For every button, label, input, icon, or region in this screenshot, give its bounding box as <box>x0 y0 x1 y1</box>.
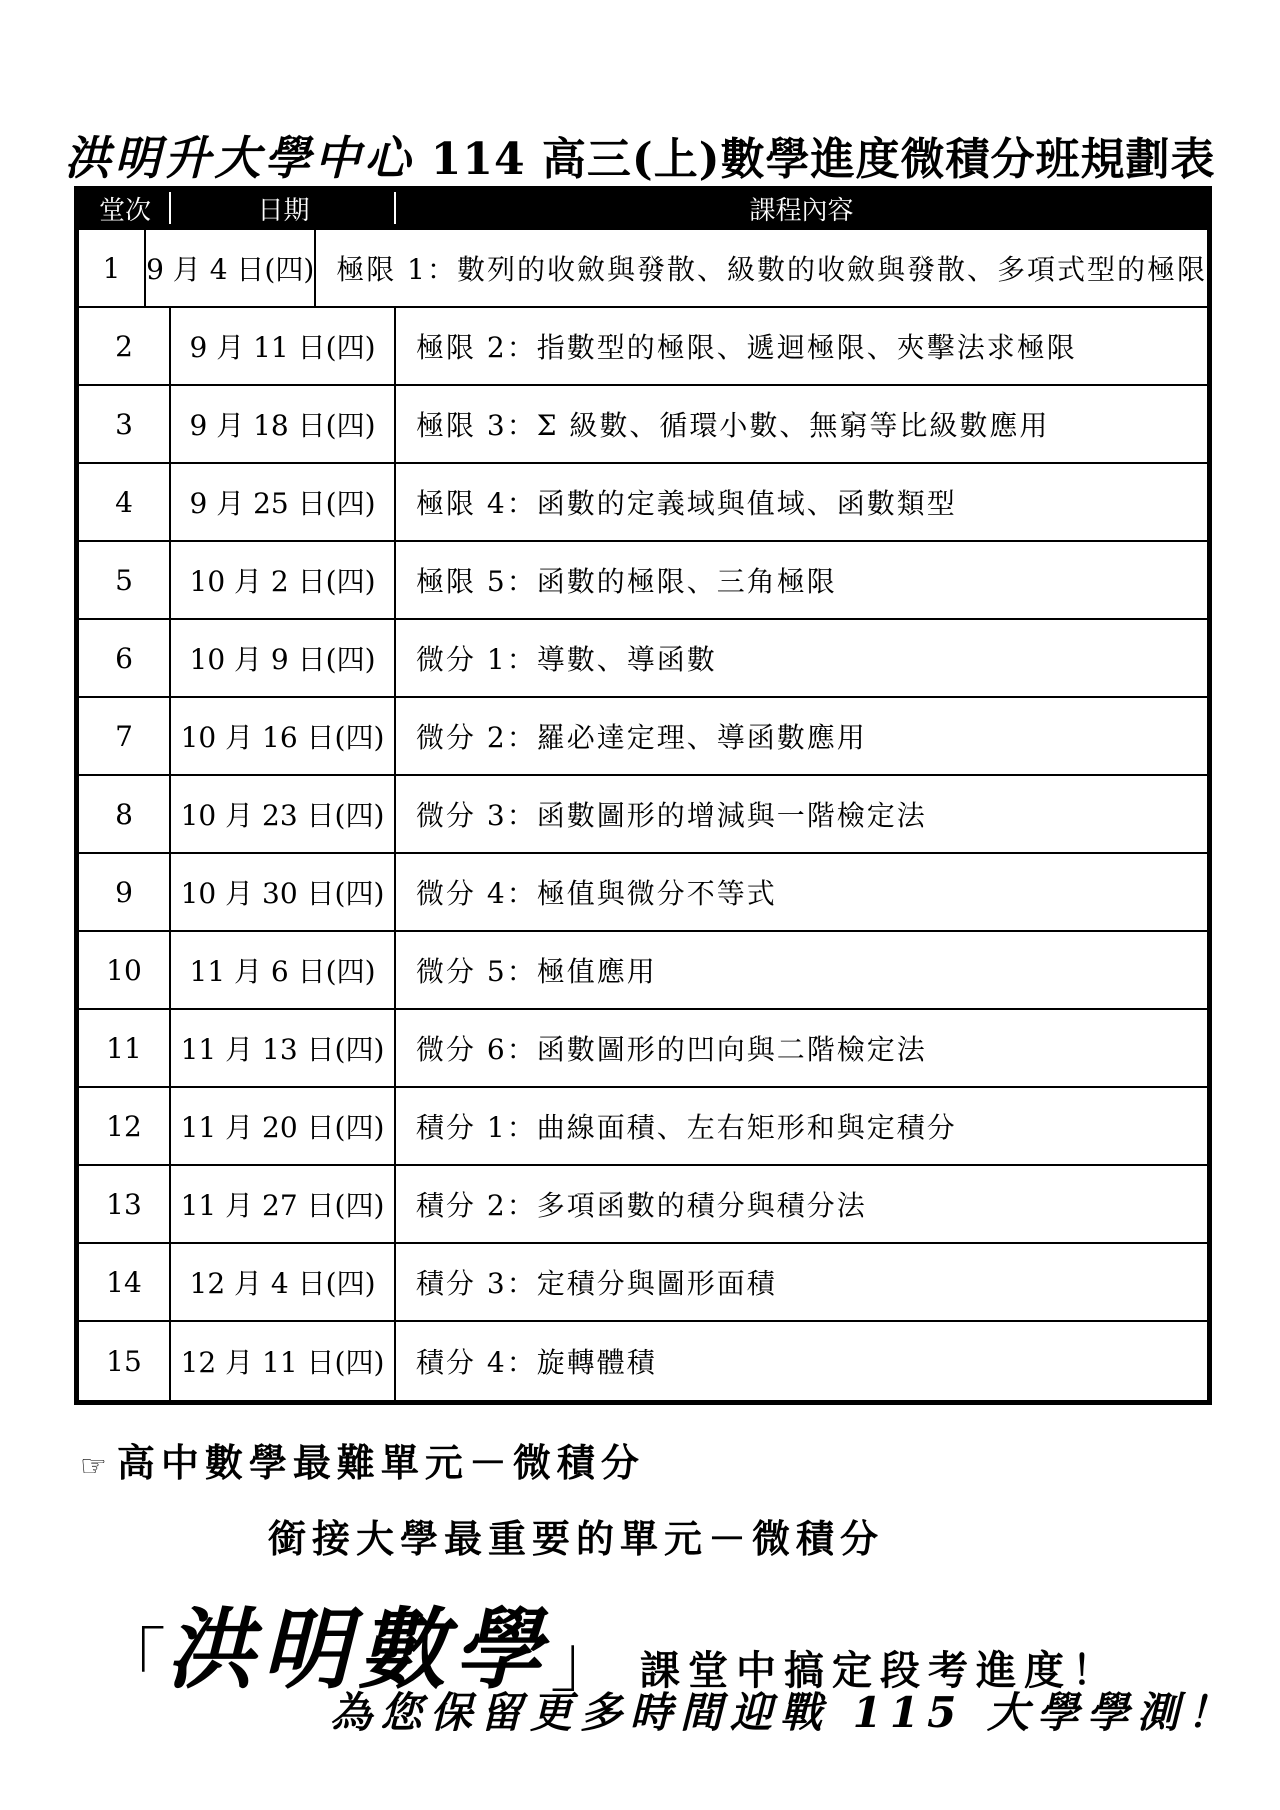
row-date: 11 月 13 日(四) <box>171 1010 396 1086</box>
row-date: 11 月 27 日(四) <box>171 1166 396 1242</box>
row-date: 10 月 23 日(四) <box>171 776 396 852</box>
row-content: 微分 2：羅必達定理、導函數應用 <box>416 721 867 754</box>
row-session: 9 <box>79 854 171 930</box>
pointing-hand-icon: ☞ <box>80 1449 107 1484</box>
table-row <box>79 1244 1207 1322</box>
row-session: 4 <box>79 464 171 540</box>
table-row <box>79 1010 1207 1088</box>
row-content: 極限 3：Σ 級數、循環小數、無窮等比級數應用 <box>416 409 1050 442</box>
row-session: 1 <box>79 230 146 306</box>
table-row <box>79 620 1207 698</box>
row-content: 微分 1：導數、導函數 <box>416 643 717 676</box>
row-content: 微分 3：函數圖形的增減與一階檢定法 <box>416 799 927 832</box>
row-content: 積分 3：定積分與圖形面積 <box>416 1267 777 1300</box>
brand-slogan: 洪明數學 <box>166 1597 551 1701</box>
row-session: 13 <box>79 1166 171 1242</box>
row-date: 12 月 4 日(四) <box>171 1244 396 1320</box>
row-session: 15 <box>79 1322 171 1400</box>
row-content: 微分 5：極值應用 <box>416 955 657 988</box>
row-date: 9 月 25 日(四) <box>171 464 396 540</box>
table-body <box>79 230 1207 1400</box>
header-date: 日期 <box>171 186 396 230</box>
table-row <box>79 464 1207 542</box>
table-row <box>79 542 1207 620</box>
header-content: 課程內容 <box>749 195 854 226</box>
row-content: 極限 4：函數的定義域與值域、函數類型 <box>416 487 957 520</box>
row-session: 3 <box>79 386 171 462</box>
row-session: 11 <box>79 1010 171 1086</box>
row-session: 14 <box>79 1244 171 1320</box>
row-date: 11 月 6 日(四) <box>171 932 396 1008</box>
table-row <box>79 1322 1207 1400</box>
table-row <box>79 854 1207 932</box>
row-content: 微分 4：極值與微分不等式 <box>416 877 777 910</box>
row-content: 微分 6：函數圖形的凹向與二階檢定法 <box>416 1033 927 1066</box>
table-header <box>79 186 1207 230</box>
row-content: 積分 2：多項函數的積分與積分法 <box>416 1189 867 1222</box>
row-session: 2 <box>79 308 171 384</box>
title-text: 114 高三(上)數學進度微積分班規劃表 <box>430 134 1216 185</box>
row-date: 10 月 2 日(四) <box>171 542 396 618</box>
row-content: 極限 1：數列的收斂與發散、級數的收斂與發散、多項式型的極限 <box>336 253 1207 286</box>
row-date: 11 月 20 日(四) <box>171 1088 396 1164</box>
note-line-2: 銜接大學最重要的單元－微積分 <box>268 1516 885 1561</box>
row-content: 積分 4：旋轉體積 <box>416 1346 657 1379</box>
row-date: 10 月 9 日(四) <box>171 620 396 696</box>
table-row <box>79 230 1207 308</box>
table-row <box>79 776 1207 854</box>
row-session: 12 <box>79 1088 171 1164</box>
row-date: 10 月 16 日(四) <box>171 698 396 774</box>
brand-name: 洪明升大學中心 <box>64 131 415 185</box>
row-date: 9 月 11 日(四) <box>171 308 396 384</box>
open-bracket: 「 <box>96 1620 166 1702</box>
schedule-table <box>74 186 1212 1405</box>
table-row <box>79 698 1207 776</box>
close-bracket: 」 <box>550 1620 621 1702</box>
row-content: 極限 2：指數型的極限、遞迴極限、夾擊法求極限 <box>416 331 1077 364</box>
table-row <box>79 1166 1207 1244</box>
row-date: 9 月 18 日(四) <box>171 386 396 462</box>
row-session: 8 <box>79 776 171 852</box>
row-session: 7 <box>79 698 171 774</box>
row-session: 6 <box>79 620 171 696</box>
row-session: 10 <box>79 932 171 1008</box>
row-session: 5 <box>79 542 171 618</box>
table-row <box>79 308 1207 386</box>
note-line-1 <box>80 1432 645 1487</box>
table-row <box>79 1088 1207 1166</box>
header-session: 堂次 <box>79 186 171 230</box>
row-content: 極限 5：函數的極限、三角極限 <box>416 565 837 598</box>
page-title <box>0 122 1280 188</box>
table-row <box>79 386 1207 464</box>
row-content: 積分 1：曲線面積、左右矩形和與定積分 <box>416 1111 957 1144</box>
note-line-4: 為您保留更多時間迎戰 115 大學學測！ <box>330 1688 1237 1737</box>
note-line-3-text: 課堂中搞定段考進度！ <box>640 1647 1121 1694</box>
table-row <box>79 932 1207 1010</box>
row-date: 9 月 4 日(四) <box>146 230 316 306</box>
row-date: 12 月 11 日(四) <box>171 1322 396 1400</box>
row-date: 10 月 30 日(四) <box>171 854 396 930</box>
note-line-1-text: 高中數學最難單元－微積分 <box>116 1440 645 1485</box>
